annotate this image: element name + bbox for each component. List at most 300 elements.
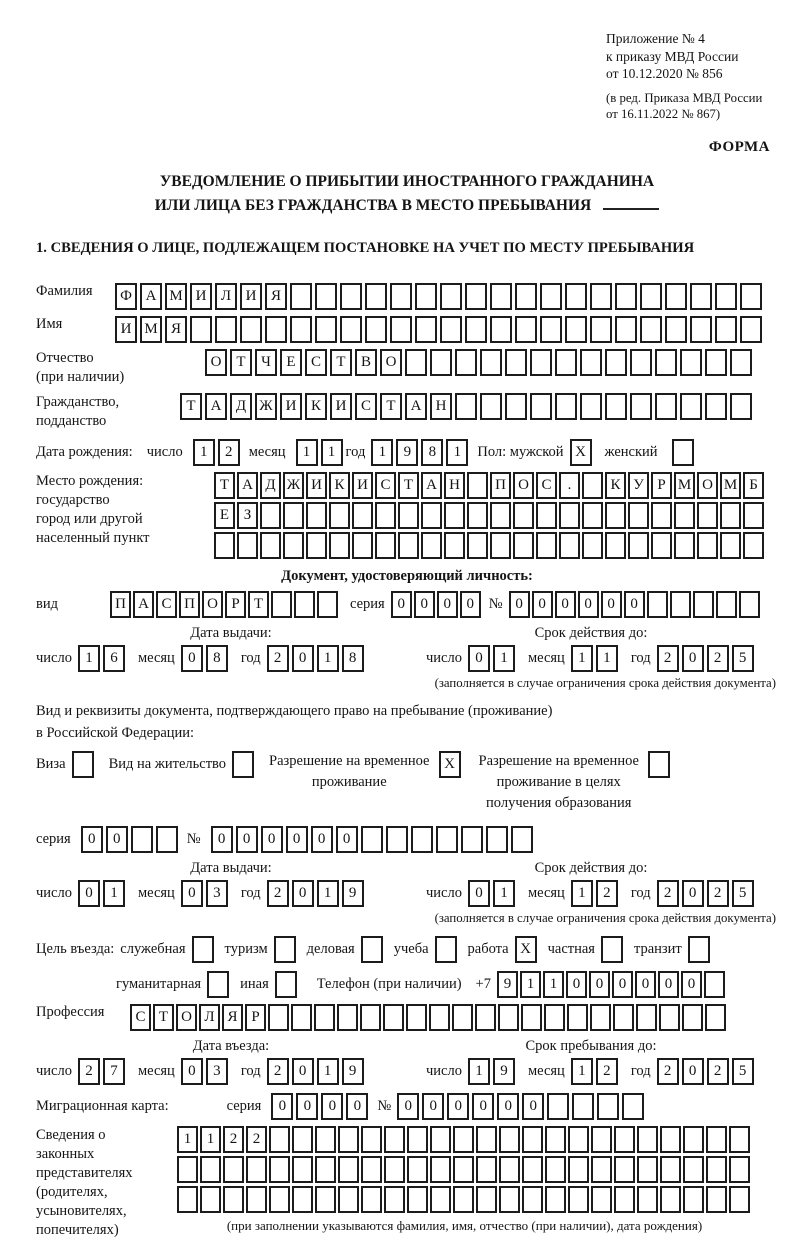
char-box[interactable] [292,1126,313,1153]
char-box[interactable] [361,1156,382,1183]
char-box[interactable] [651,502,672,529]
char-box[interactable]: 0 [447,1093,469,1120]
option-checkbox[interactable] [361,936,383,963]
char-box[interactable]: М [165,283,187,310]
char-box[interactable]: 0 [321,1093,343,1120]
char-box[interactable] [360,1004,381,1031]
char-box[interactable]: 0 [497,1093,519,1120]
char-box[interactable] [511,826,533,853]
char-box[interactable] [630,393,652,420]
char-box[interactable]: 0 [658,971,679,998]
char-box[interactable]: 0 [566,971,587,998]
char-box[interactable] [315,283,337,310]
char-box[interactable]: М [674,472,695,499]
char-box[interactable] [271,591,292,618]
char-box[interactable] [430,1186,451,1213]
char-box[interactable] [338,1126,359,1153]
char-box[interactable]: 0 [181,1058,203,1085]
char-box[interactable] [660,1186,681,1213]
char-box[interactable] [177,1156,198,1183]
char-box[interactable]: Т [330,349,352,376]
char-box[interactable]: 0 [601,591,622,618]
char-box[interactable]: 2 [657,1058,679,1085]
char-box[interactable]: 1 [371,439,393,466]
char-box[interactable]: 0 [509,591,530,618]
char-box[interactable]: С [536,472,557,499]
char-box[interactable] [338,1186,359,1213]
char-box[interactable] [530,349,552,376]
char-box[interactable] [283,502,304,529]
char-box[interactable] [352,502,373,529]
char-box[interactable] [613,1004,634,1031]
option-checkbox[interactable] [192,936,214,963]
char-box[interactable]: И [190,283,212,310]
char-box[interactable]: Т [153,1004,174,1031]
char-box[interactable]: 8 [421,439,443,466]
char-box[interactable]: 5 [732,880,754,907]
char-box[interactable]: X [570,439,592,466]
char-box[interactable]: Ч [255,349,277,376]
char-box[interactable] [605,532,626,559]
char-box[interactable] [156,826,178,853]
char-box[interactable]: 0 [292,1058,314,1085]
char-box[interactable] [655,349,677,376]
char-box[interactable] [269,1156,290,1183]
char-box[interactable]: 0 [472,1093,494,1120]
char-box[interactable]: 0 [422,1093,444,1120]
char-box[interactable]: 0 [682,1058,704,1085]
option-checkbox[interactable] [435,936,457,963]
char-box[interactable]: 0 [589,971,610,998]
char-box[interactable] [614,1156,635,1183]
char-box[interactable]: 1 [296,439,318,466]
char-box[interactable]: 1 [78,645,100,672]
char-box[interactable] [622,1093,644,1120]
char-box[interactable]: О [380,349,402,376]
char-box[interactable]: 9 [396,439,418,466]
char-box[interactable]: И [240,283,262,310]
char-box[interactable] [544,1004,565,1031]
char-box[interactable] [465,283,487,310]
char-box[interactable]: 0 [682,880,704,907]
char-box[interactable]: 0 [532,591,553,618]
char-box[interactable] [398,502,419,529]
char-box[interactable] [743,502,764,529]
char-box[interactable]: Т [214,472,235,499]
char-box[interactable] [515,283,537,310]
option-checkbox[interactable] [72,751,94,778]
char-box[interactable] [315,316,337,343]
char-box[interactable] [559,532,580,559]
char-box[interactable] [415,316,437,343]
char-box[interactable]: 8 [342,645,364,672]
char-box[interactable]: 0 [261,826,283,853]
char-box[interactable] [290,316,312,343]
char-box[interactable] [375,502,396,529]
char-box[interactable] [547,1093,569,1120]
char-box[interactable] [337,1004,358,1031]
char-box[interactable] [660,1126,681,1153]
char-box[interactable] [499,1156,520,1183]
char-box[interactable] [545,1156,566,1183]
char-box[interactable] [490,316,512,343]
char-box[interactable] [498,1004,519,1031]
char-box[interactable] [680,349,702,376]
char-box[interactable] [444,532,465,559]
char-box[interactable] [729,1156,750,1183]
char-box[interactable]: 2 [657,645,679,672]
char-box[interactable] [490,532,511,559]
char-box[interactable] [555,393,577,420]
char-box[interactable]: Р [651,472,672,499]
char-box[interactable] [315,1186,336,1213]
char-box[interactable] [429,1004,450,1031]
char-box[interactable] [452,1004,473,1031]
char-box[interactable]: 6 [103,645,125,672]
char-box[interactable] [568,1126,589,1153]
char-box[interactable] [536,502,557,529]
char-box[interactable] [223,1156,244,1183]
char-box[interactable]: К [305,393,327,420]
char-box[interactable]: С [156,591,177,618]
option-checkbox[interactable] [232,751,254,778]
char-box[interactable] [680,393,702,420]
char-box[interactable] [475,1004,496,1031]
char-box[interactable]: И [306,472,327,499]
char-box[interactable]: И [352,472,373,499]
char-box[interactable] [407,1156,428,1183]
char-box[interactable]: 0 [311,826,333,853]
char-box[interactable] [361,1126,382,1153]
char-box[interactable] [315,1126,336,1153]
char-box[interactable]: 1 [493,645,515,672]
char-box[interactable]: 0 [336,826,358,853]
char-box[interactable]: 0 [635,971,656,998]
char-box[interactable] [540,316,562,343]
char-box[interactable] [740,316,762,343]
char-box[interactable] [706,1126,727,1153]
char-box[interactable] [476,1156,497,1183]
char-box[interactable] [455,393,477,420]
char-box[interactable] [131,826,153,853]
char-box[interactable]: 2 [218,439,240,466]
char-box[interactable] [453,1186,474,1213]
char-box[interactable] [383,1004,404,1031]
char-box[interactable]: Т [380,393,402,420]
char-box[interactable]: Т [248,591,269,618]
char-box[interactable] [246,1186,267,1213]
char-box[interactable]: 1 [493,880,515,907]
char-box[interactable] [706,1156,727,1183]
char-box[interactable] [720,532,741,559]
char-box[interactable]: К [605,472,626,499]
char-box[interactable]: 0 [522,1093,544,1120]
char-box[interactable]: 0 [106,826,128,853]
char-box[interactable] [340,316,362,343]
char-box[interactable]: 2 [707,645,729,672]
char-box[interactable] [486,826,508,853]
char-box[interactable]: П [110,591,131,618]
option-checkbox[interactable] [688,936,710,963]
char-box[interactable] [453,1126,474,1153]
char-box[interactable]: Д [230,393,252,420]
char-box[interactable]: 1 [103,880,125,907]
char-box[interactable] [580,349,602,376]
option-checkbox[interactable] [648,751,670,778]
char-box[interactable]: 2 [267,880,289,907]
char-box[interactable]: А [405,393,427,420]
char-box[interactable] [398,532,419,559]
char-box[interactable] [555,349,577,376]
option-checkbox[interactable] [207,971,229,998]
char-box[interactable] [260,532,281,559]
char-box[interactable] [461,826,483,853]
char-box[interactable] [605,502,626,529]
char-box[interactable]: П [490,472,511,499]
char-box[interactable]: О [697,472,718,499]
char-box[interactable]: Ж [283,472,304,499]
char-box[interactable] [605,393,627,420]
char-box[interactable]: О [205,349,227,376]
char-box[interactable] [265,316,287,343]
char-box[interactable]: 1 [468,1058,490,1085]
char-box[interactable] [490,283,512,310]
char-box[interactable] [505,349,527,376]
char-box[interactable] [361,826,383,853]
char-box[interactable] [411,826,433,853]
char-box[interactable] [665,283,687,310]
char-box[interactable] [290,283,312,310]
char-box[interactable] [565,283,587,310]
char-box[interactable] [730,393,752,420]
char-box[interactable]: И [330,393,352,420]
char-box[interactable]: Ф [115,283,137,310]
char-box[interactable] [690,316,712,343]
char-box[interactable]: 1 [317,645,339,672]
char-box[interactable]: 0 [292,645,314,672]
char-box[interactable] [729,1186,750,1213]
char-box[interactable] [467,532,488,559]
char-box[interactable] [672,439,694,466]
char-box[interactable]: 1 [571,1058,593,1085]
char-box[interactable] [590,1004,611,1031]
option-checkbox[interactable] [275,971,297,998]
char-box[interactable]: 0 [555,591,576,618]
char-box[interactable] [515,316,537,343]
char-box[interactable] [651,532,672,559]
char-box[interactable] [467,502,488,529]
char-box[interactable]: 0 [346,1093,368,1120]
char-box[interactable]: 0 [682,645,704,672]
char-box[interactable] [591,1186,612,1213]
char-box[interactable] [665,316,687,343]
char-box[interactable] [476,1186,497,1213]
char-box[interactable] [306,502,327,529]
char-box[interactable] [505,393,527,420]
char-box[interactable] [615,283,637,310]
char-box[interactable] [329,502,350,529]
char-box[interactable]: 0 [681,971,702,998]
char-box[interactable]: 1 [321,439,343,466]
char-box[interactable] [200,1156,221,1183]
char-box[interactable]: 3 [206,1058,228,1085]
char-box[interactable] [582,472,603,499]
char-box[interactable] [340,283,362,310]
char-box[interactable] [715,283,737,310]
char-box[interactable] [177,1186,198,1213]
char-box[interactable] [683,1156,704,1183]
char-box[interactable] [407,1126,428,1153]
char-box[interactable] [614,1126,635,1153]
char-box[interactable] [499,1126,520,1153]
char-box[interactable] [240,316,262,343]
char-box[interactable] [582,532,603,559]
char-box[interactable] [260,502,281,529]
char-box[interactable]: Ж [255,393,277,420]
char-box[interactable] [430,1156,451,1183]
char-box[interactable]: 3 [206,880,228,907]
char-box[interactable] [705,349,727,376]
char-box[interactable]: М [140,316,162,343]
char-box[interactable] [637,1126,658,1153]
char-box[interactable] [674,502,695,529]
char-box[interactable] [522,1156,543,1183]
char-box[interactable] [522,1186,543,1213]
char-box[interactable]: Т [230,349,252,376]
char-box[interactable] [567,1004,588,1031]
char-box[interactable] [640,316,662,343]
char-box[interactable] [730,349,752,376]
char-box[interactable] [480,393,502,420]
char-box[interactable] [407,1186,428,1213]
char-box[interactable]: С [375,472,396,499]
char-box[interactable] [499,1186,520,1213]
char-box[interactable] [453,1156,474,1183]
char-box[interactable]: М [720,472,741,499]
char-box[interactable] [490,502,511,529]
char-box[interactable]: 1 [200,1126,221,1153]
char-box[interactable] [467,472,488,499]
char-box[interactable]: 2 [267,1058,289,1085]
char-box[interactable]: Л [215,283,237,310]
char-box[interactable] [440,283,462,310]
char-box[interactable] [440,316,462,343]
char-box[interactable] [294,591,315,618]
char-box[interactable] [590,316,612,343]
char-box[interactable] [384,1186,405,1213]
char-box[interactable] [530,393,552,420]
char-box[interactable] [630,349,652,376]
char-box[interactable] [190,316,212,343]
char-box[interactable]: 1 [571,645,593,672]
char-box[interactable]: 0 [612,971,633,998]
char-box[interactable]: 0 [460,591,481,618]
char-box[interactable] [513,532,534,559]
char-box[interactable]: 1 [446,439,468,466]
char-box[interactable]: Д [260,472,281,499]
char-box[interactable] [405,349,427,376]
char-box[interactable] [614,1186,635,1213]
char-box[interactable] [406,1004,427,1031]
char-box[interactable] [697,502,718,529]
char-box[interactable] [390,316,412,343]
char-box[interactable]: 1 [193,439,215,466]
char-box[interactable]: И [280,393,302,420]
char-box[interactable] [237,532,258,559]
char-box[interactable]: В [355,349,377,376]
char-box[interactable] [536,532,557,559]
char-box[interactable]: 2 [78,1058,100,1085]
char-box[interactable] [315,1156,336,1183]
char-box[interactable] [292,1156,313,1183]
char-box[interactable] [480,349,502,376]
char-box[interactable]: 1 [177,1126,198,1153]
char-box[interactable] [540,283,562,310]
char-box[interactable] [637,1186,658,1213]
char-box[interactable] [513,502,534,529]
char-box[interactable]: 0 [286,826,308,853]
char-box[interactable]: 0 [81,826,103,853]
char-box[interactable]: К [329,472,350,499]
char-box[interactable]: 1 [596,645,618,672]
char-box[interactable] [659,1004,680,1031]
char-box[interactable]: 0 [397,1093,419,1120]
char-box[interactable] [720,502,741,529]
char-box[interactable] [430,1126,451,1153]
char-box[interactable] [615,316,637,343]
char-box[interactable]: 0 [468,880,490,907]
char-box[interactable] [729,1126,750,1153]
char-box[interactable]: О [176,1004,197,1031]
char-box[interactable] [384,1126,405,1153]
char-box[interactable]: П [179,591,200,618]
char-box[interactable]: 0 [78,880,100,907]
char-box[interactable] [444,502,465,529]
char-box[interactable] [292,1186,313,1213]
char-box[interactable] [628,532,649,559]
char-box[interactable] [465,316,487,343]
char-box[interactable]: 0 [624,591,645,618]
char-box[interactable] [476,1126,497,1153]
char-box[interactable] [361,1186,382,1213]
char-box[interactable]: И [115,316,137,343]
char-box[interactable] [215,316,237,343]
char-box[interactable] [565,316,587,343]
char-box[interactable]: 0 [292,880,314,907]
char-box[interactable] [715,316,737,343]
char-box[interactable] [743,532,764,559]
char-box[interactable] [628,502,649,529]
char-box[interactable]: У [628,472,649,499]
char-box[interactable]: 1 [317,1058,339,1085]
char-box[interactable] [572,1093,594,1120]
char-box[interactable] [683,1186,704,1213]
char-box[interactable]: Т [180,393,202,420]
char-box[interactable] [739,591,760,618]
char-box[interactable]: 2 [707,1058,729,1085]
char-box[interactable]: 1 [520,971,541,998]
char-box[interactable]: Я [222,1004,243,1031]
char-box[interactable]: 2 [246,1126,267,1153]
char-box[interactable]: 0 [211,826,233,853]
char-box[interactable] [697,532,718,559]
char-box[interactable]: 0 [468,645,490,672]
char-box[interactable] [384,1156,405,1183]
char-box[interactable] [647,591,668,618]
char-box[interactable]: . [559,472,580,499]
char-box[interactable]: Р [245,1004,266,1031]
char-box[interactable]: А [421,472,442,499]
